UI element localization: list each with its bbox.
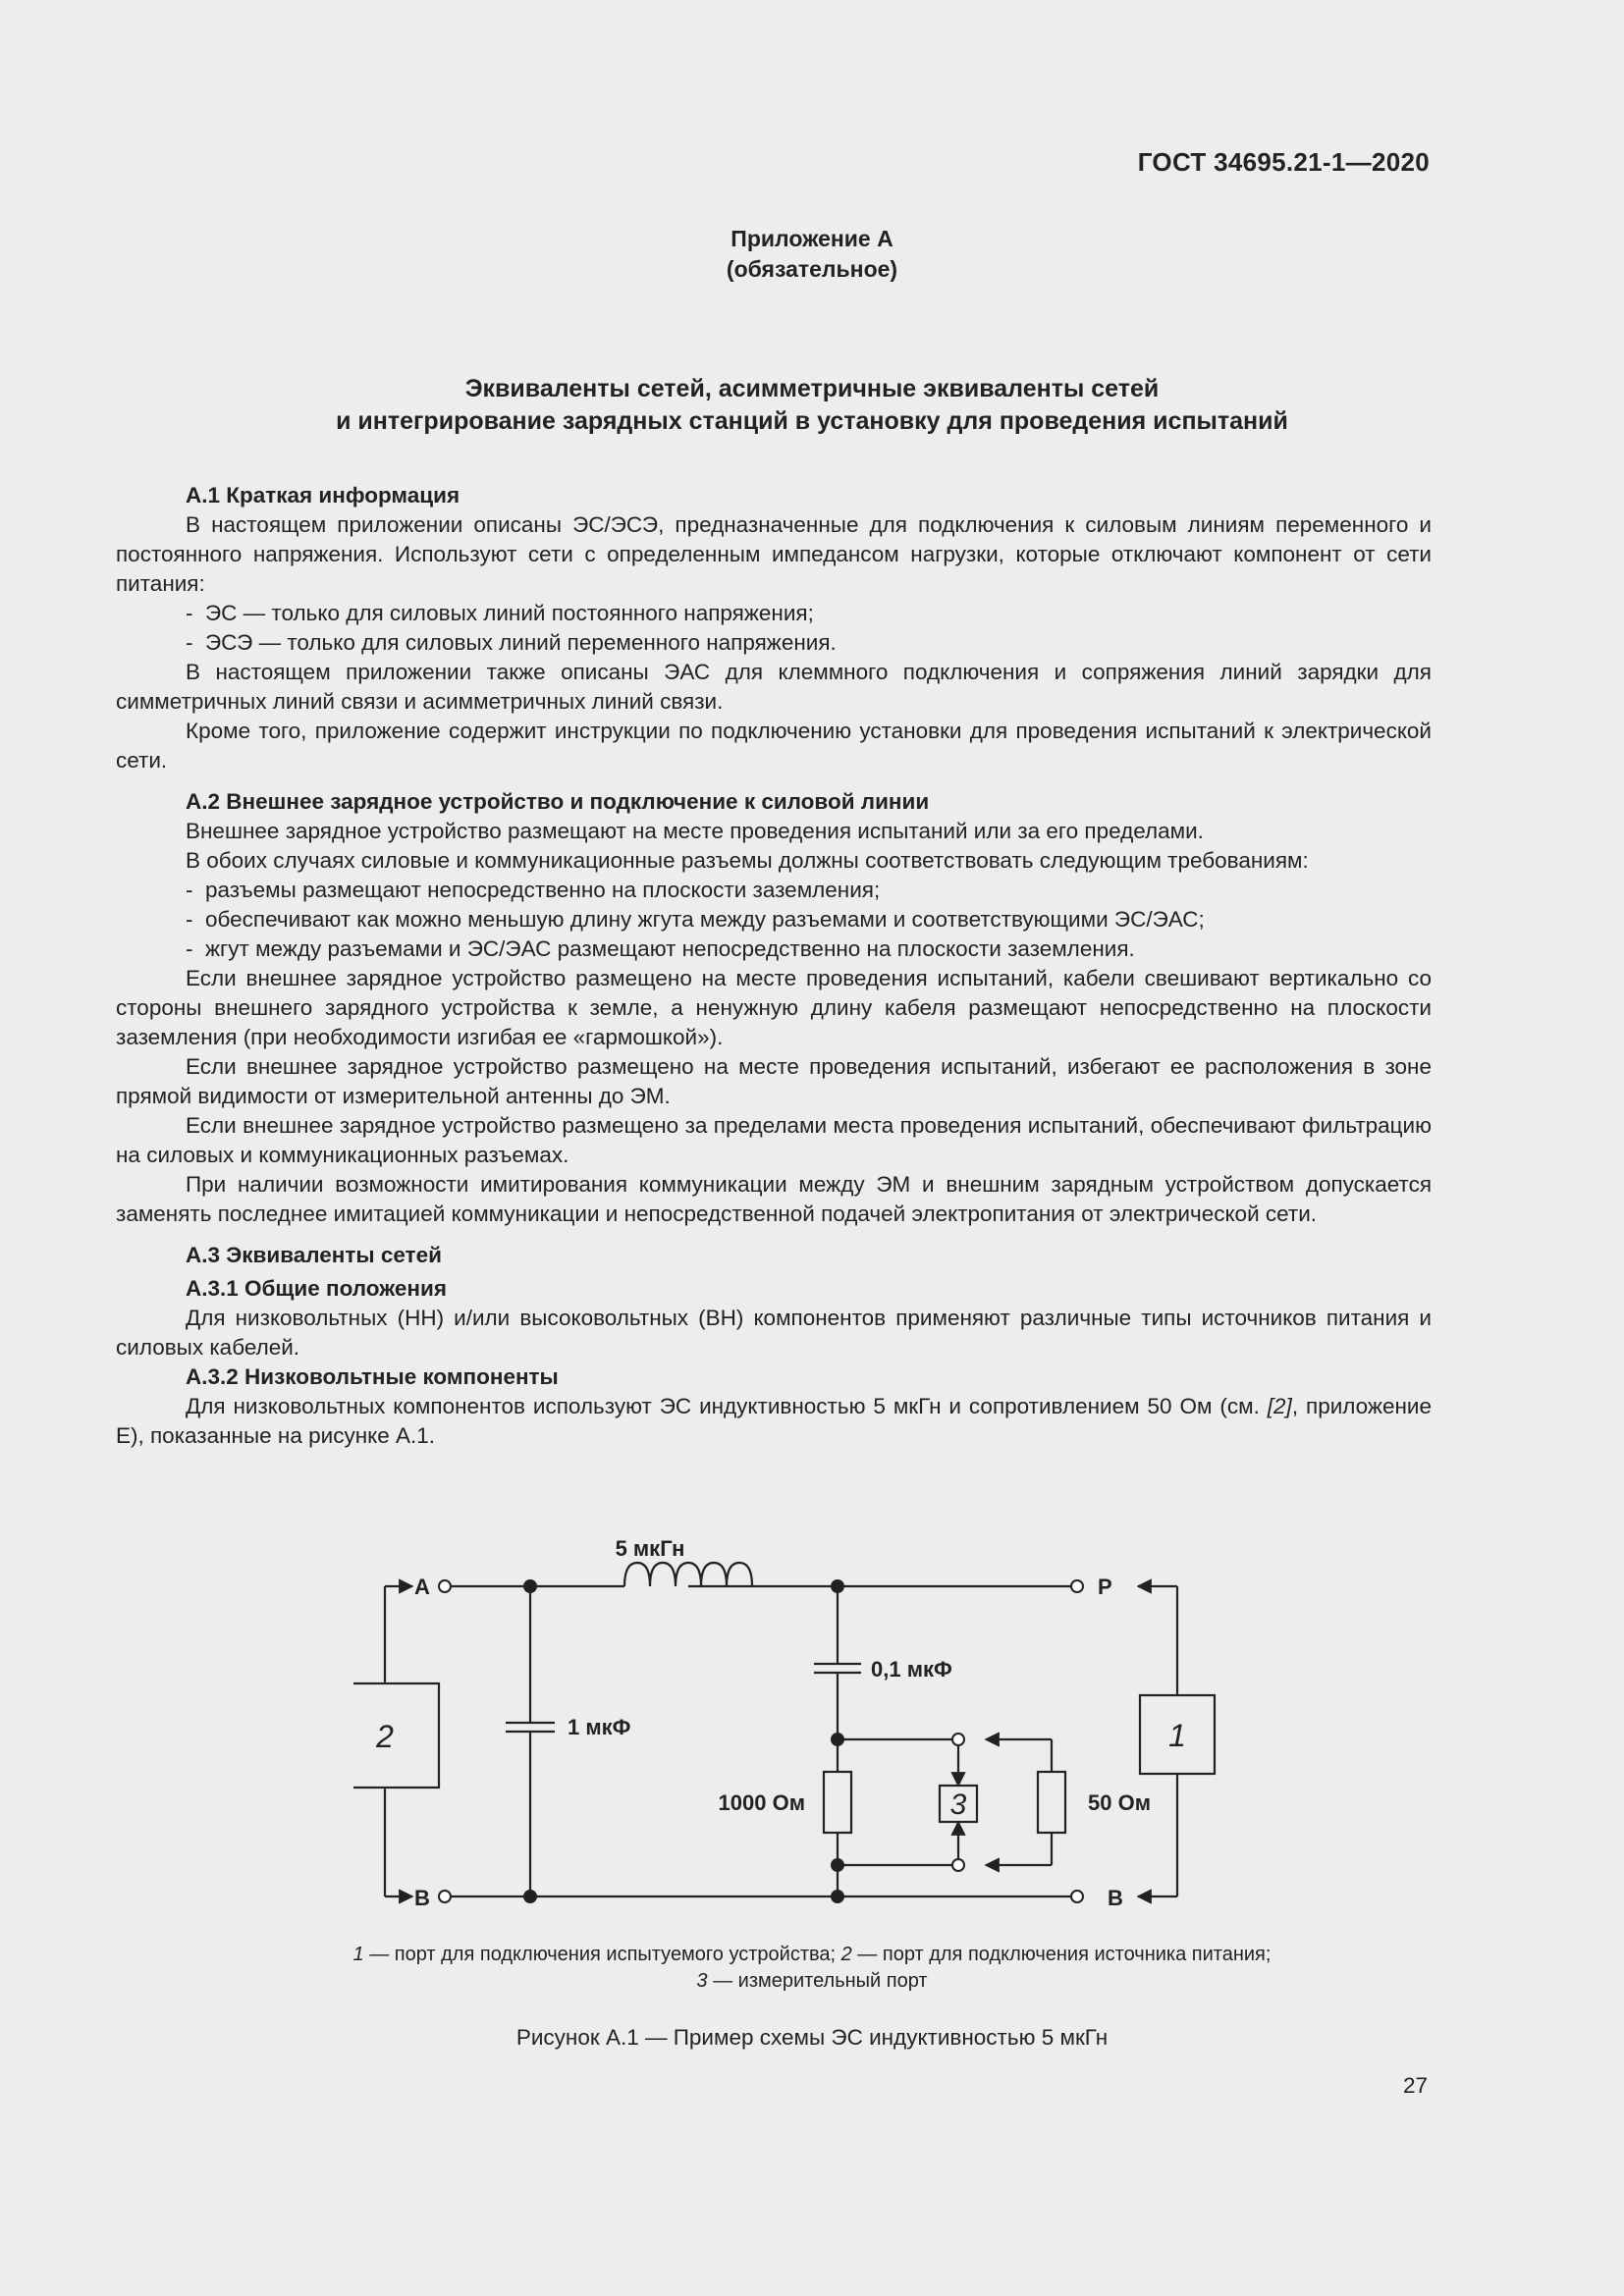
junction-dot <box>831 1890 844 1903</box>
circuit-diagram <box>353 1526 1237 1919</box>
paragraph: Если внешнее зарядное устройство размещено на месте проведения испытаний, кабели свешивают вертикально со стороны внешнего зарядного устройства к земле, а ненужную длину кабеля размещают непосредственно на плоскости заземления (при необходимости изгибая ее «гармошкой»). <box>116 966 1432 1049</box>
page-title <box>0 373 1624 438</box>
paragraph: Для низковольтных (НН) и/или высоковольтных (ВН) компонентов применяют различные типы источников питания и силовых кабелей. <box>116 1306 1432 1360</box>
paragraph: В настоящем приложении также описаны ЭАС для клеммного подключения и сопряжения линий зарядки для симметричных линий связи и асимметричных линий связи. <box>116 660 1432 714</box>
junction-dot <box>523 1890 537 1903</box>
node-p-label: P <box>1098 1575 1112 1599</box>
resistor-50-ohm <box>1038 1772 1065 1833</box>
list-item: - ЭС — только для силовых линий постоянного напряжения; <box>186 601 814 625</box>
section-a3-heading: А.3 Эквиваленты сетей <box>186 1243 442 1267</box>
page-number: 27 <box>1402 2073 1428 2098</box>
paragraph: Если внешнее зарядное устройство размещено за пределами места проведения испытаний, обеспечивают фильтрацию на силовых и коммуникационных разъемах. <box>116 1113 1432 1167</box>
section-a3-2-heading: А.3.2 Низковольтные компоненты <box>186 1364 559 1389</box>
node-b-right-label: B <box>1108 1886 1123 1910</box>
reference-link: [2] <box>1267 1394 1292 1418</box>
junction-dot <box>831 1858 844 1872</box>
appendix-heading <box>0 224 1624 285</box>
appendix-status: (обязательное) <box>726 256 898 282</box>
figure-legend: 1 — порт для подключения испытуемого устройства; 2 — порт для подключения источника питания; 3 — измерительный порт <box>352 1944 1272 1992</box>
paragraph: В обоих случаях силовые и коммуникационные разъемы должны соответствовать следующим требованиям: <box>186 848 1309 873</box>
appendix-title: Приложение А <box>731 226 893 251</box>
junction-dot <box>523 1579 537 1593</box>
junction-dot <box>831 1733 844 1746</box>
terminal-b-left <box>439 1891 451 1902</box>
body-text <box>116 481 1432 1451</box>
section-a1-heading: А.1 Краткая информация <box>186 483 460 507</box>
section-a3-1-heading: А.3.1 Общие положения <box>186 1276 447 1301</box>
page-title-line2: и интегрирование зарядных станций в установку для проведения испытаний <box>336 407 1288 435</box>
paragraph: Если внешнее зарядное устройство размещено на месте проведения испытаний, избегают ее расположения в зоне прямой видимости от измерительной антенны до ЭМ. <box>116 1054 1432 1108</box>
terminal-a <box>439 1580 451 1592</box>
paragraph: В настоящем приложении описаны ЭС/ЭСЭ, предназначенные для подключения к силовым линиям переменного и постоянного напряжения. Используют сети с определенным импедансом нагрузки, которые отключают компонент от сети питания: <box>116 512 1432 596</box>
section-a2-heading: А.2 Внешнее зарядное устройство и подключение к силовой линии <box>186 789 930 814</box>
resistor-50-label: 50 Ом <box>1088 1790 1151 1815</box>
measuring-terminal-bottom <box>952 1859 964 1871</box>
terminal-p <box>1071 1580 1083 1592</box>
box-1-label: 1 <box>1168 1718 1186 1753</box>
list-item: - жгут между разъемами и ЭС/ЭАС размещают непосредственно на плоскости заземления. <box>186 936 1135 961</box>
list-item: - разъемы размещают непосредственно на плоскости заземления; <box>186 878 881 902</box>
cap-1uF-label: 1 мкФ <box>568 1715 631 1739</box>
node-b-left-label: B <box>414 1886 430 1910</box>
inductor-label: 5 мкГн <box>615 1536 685 1561</box>
measuring-terminal-top <box>952 1734 964 1745</box>
power-source-port-box <box>353 1683 439 1788</box>
box-3-label: 3 <box>949 1789 967 1821</box>
figure-caption: Рисунок А.1 — Пример схемы ЭС индуктивностью 5 мкГн <box>515 2025 1109 2050</box>
resistor-1000-ohm <box>824 1772 851 1833</box>
paragraph: Внешнее зарядное устройство размещают на месте проведения испытаний или за его пределами. <box>186 819 1204 843</box>
page-title-line1: Эквиваленты сетей, асимметричные эквиваленты сетей <box>464 375 1160 402</box>
list-item: - обеспечивают как можно меньшую длину жгута между разъемами и соответствующими ЭС/ЭАС; <box>186 907 1205 932</box>
node-a-label: A <box>414 1575 430 1599</box>
list-item: - ЭСЭ — только для силовых линий переменного напряжения. <box>186 630 837 655</box>
junction-dot <box>831 1579 844 1593</box>
paragraph: Кроме того, приложение содержит инструкции по подключению установки для проведения испытаний к электрической сети. <box>116 719 1432 773</box>
box-2-label: 2 <box>376 1719 394 1754</box>
terminal-b-right <box>1071 1891 1083 1902</box>
paragraph: Для низковольтных компонентов используют ЭС индуктивностью 5 мкГн и сопротивлением 50 Ом (см. [2], приложение Е), показанные на рисунке А.1. <box>116 1394 1432 1448</box>
cap-0-1uF-label: 0,1 мкФ <box>871 1657 952 1682</box>
document-code: ГОСТ 34695.21-1—2020 <box>1137 147 1430 177</box>
paragraph: При наличии возможности имитирования коммуникации между ЭМ и внешним зарядным устройством допускается заменять последнее имитацией коммуникации и непосредственной подачей электропитания от электрической сети. <box>116 1172 1432 1226</box>
resistor-1000-label: 1000 Ом <box>718 1790 805 1815</box>
inductor-coil <box>624 1563 752 1586</box>
